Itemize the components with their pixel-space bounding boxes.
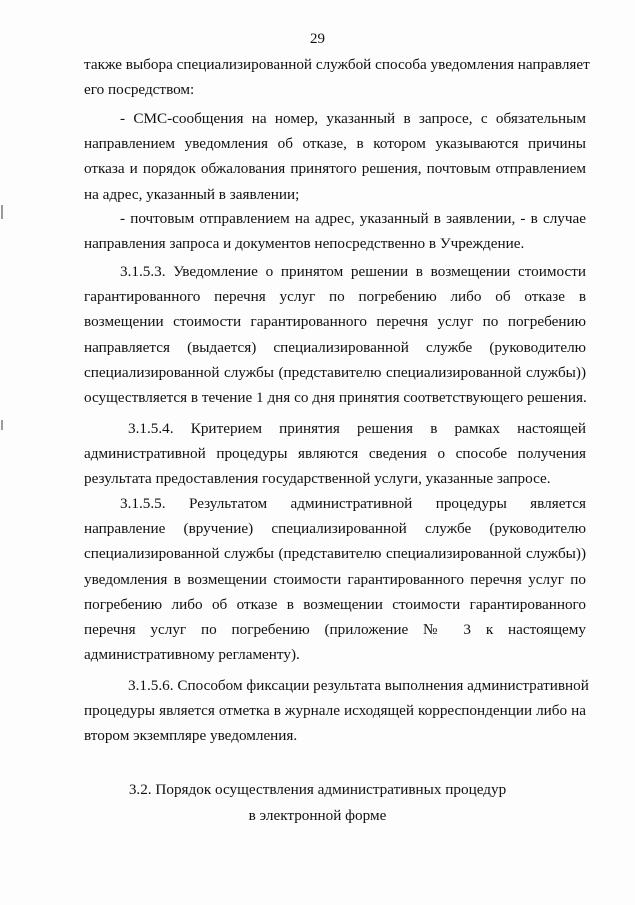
text-line: 3.1.5.6. Способом фиксации результата выполнения административной [128,677,589,694]
page-number: 29 [310,31,325,47]
text-line: 3.1.5.3. Уведомление о принятом решении в возмещении стоимости [120,263,586,280]
text-line: направлением уведомления об отказе, в котором указываются причины [84,135,586,153]
text-line: направление (вручение) специализированной службе (руководителю [84,520,586,538]
section-heading-line-1: 3.2. Порядок осуществления административных процедур [128,781,507,798]
text-line: направляется (выдается) специализированной службе (руководителю [84,338,586,356]
text-line: отказа и порядок обжалования принятого решения, почтовым отправлением [84,160,586,178]
text-line: перечня услуг по погребению (приложение № 3 к настоящему [84,621,586,639]
text-line: процедуры является отметка в журнале исходящей корреспонденции либо на [84,702,586,720]
binding-mark [1,420,3,430]
text-line: уведомления в возмещении стоимости гарантированного перечня услуг по [84,570,586,588]
paragraph-3-1-5-3 [84,259,586,410]
paragraph-3-1-5-6 [84,673,589,749]
text-line: гарантированного перечня услуг по погребению либо об отказе в [84,288,586,306]
text-line: осуществляется в течение 1 дня со дня принятия соответствующего решения. [84,389,587,407]
text-line: результата предоставления государственной услуги, указанные запросе. [84,470,551,488]
binding-mark [1,205,3,219]
text-line: - почтовым отправлением на адрес, указанный в заявлении, - в случае [120,210,586,227]
text-line: его посредством: [84,81,195,99]
text-line: специализированной службы (представителю специализированной службы)) [84,545,586,563]
text-line: административной процедуры являются сведения о способе получения [84,445,586,463]
text-line: на адрес, указанный в заявлении; [84,185,300,203]
text-line: административному регламенту). [84,646,300,664]
text-line: также выбора специализированной службой способа уведомления направляет [84,56,590,73]
text-line: погребению либо об отказе в возмещении стоимости гарантированного [84,595,586,613]
text-line: специализированной службы (представителю специализированной службы)) [84,363,586,381]
text-line: 3.1.5.4. Критерием принятия решения в рамках настоящей [128,420,586,437]
text-line: - СМС-сообщения на номер, указанный в запросе, с обязательным [120,110,586,127]
text-line: направления запроса и документов непосредственно в Учреждение. [84,235,525,253]
paragraph-postal-option [84,206,586,256]
section-heading-line-2: в электронной форме [248,807,387,824]
text-line: 3.1.5.5. Результатом административной процедуры является [120,495,586,512]
paragraph-3-1-5-4 [84,416,586,492]
text-line: втором экземпляре уведомления. [84,727,298,745]
paragraph-3-1-5-5 [84,491,586,667]
paragraph-sms-option [84,106,586,207]
text-line: возмещении стоимости гарантированного перечня услуг по погребению [84,313,586,331]
paragraph-continuation [84,52,590,102]
